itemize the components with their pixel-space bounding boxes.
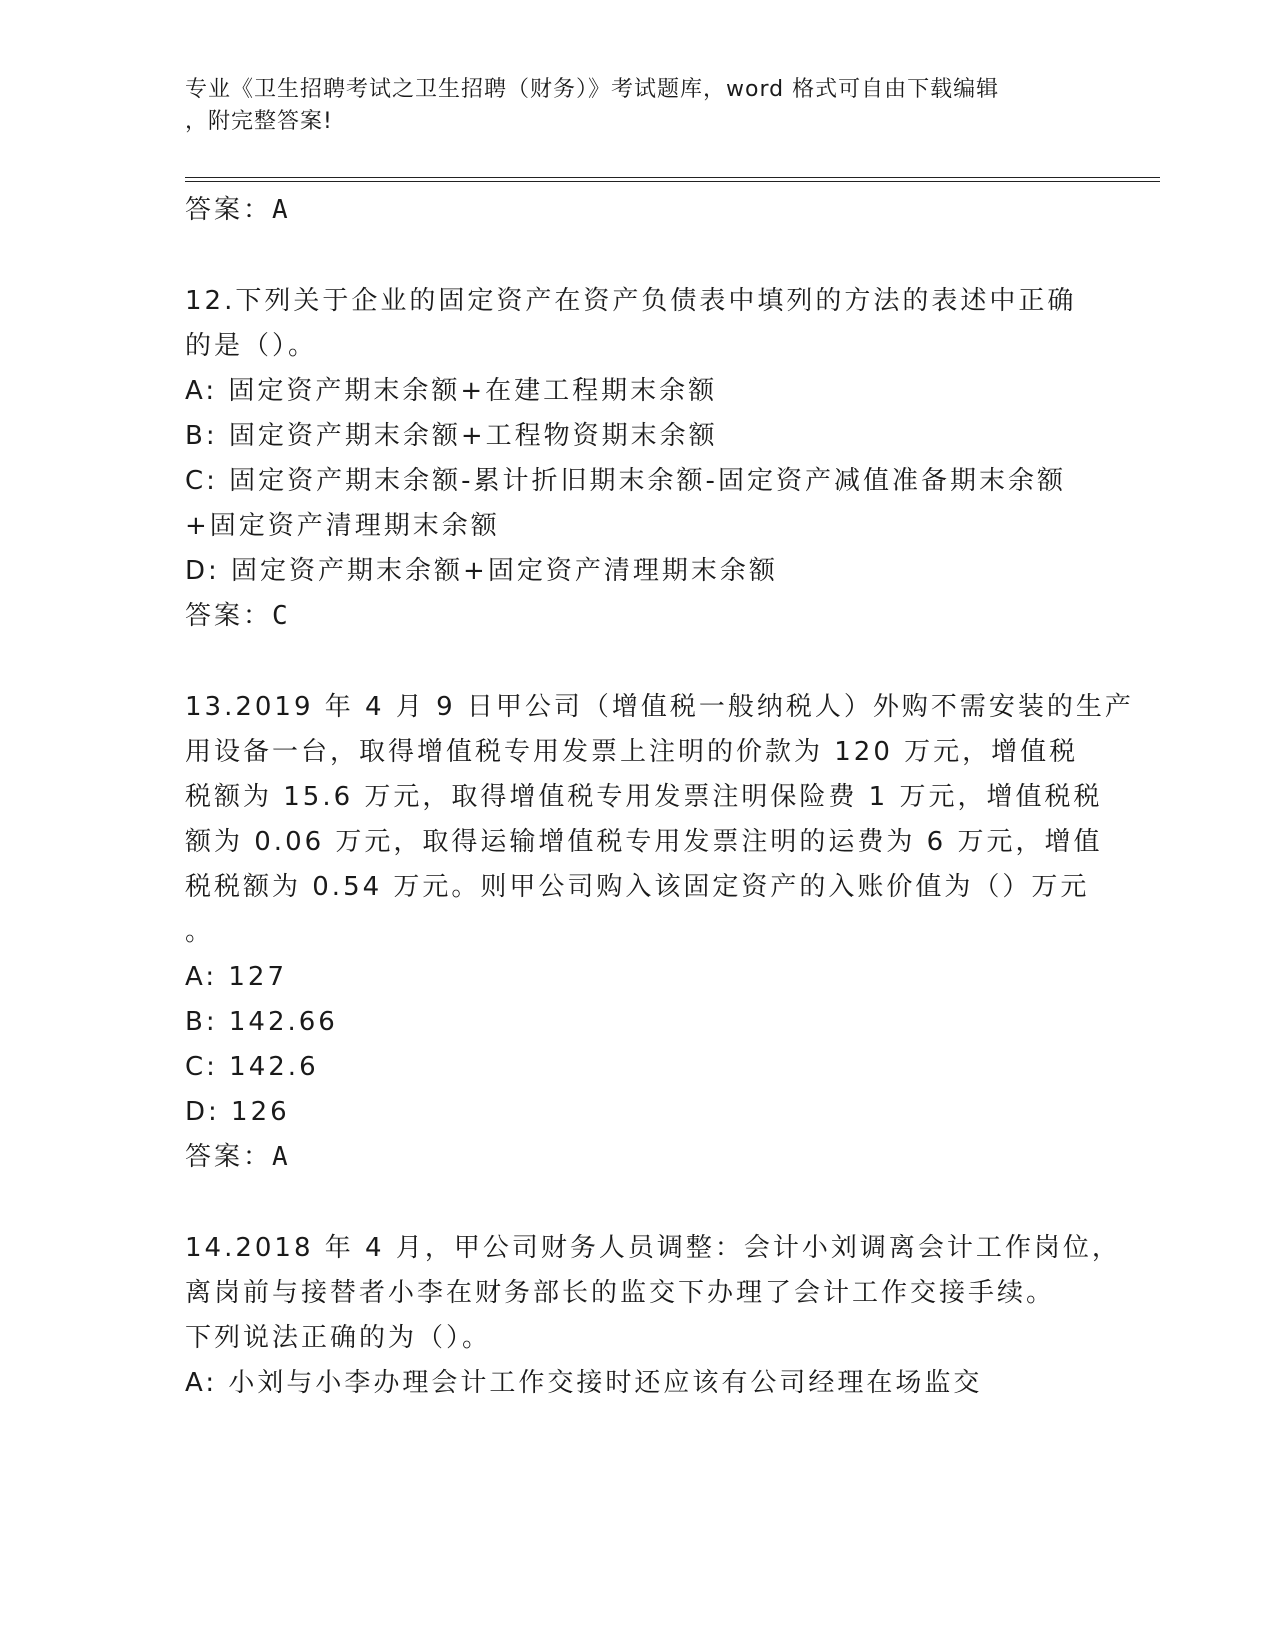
question-text-line: 税税额为 0.54 万元。则甲公司购入该固定资产的入账价值为（）万元 xyxy=(185,872,1090,902)
question-text-line: 离岗前与接替者小李在财务部长的监交下办理了会计工作交接手续。 xyxy=(185,1278,1056,1308)
question-12 xyxy=(185,279,1075,639)
question-14 xyxy=(185,1226,1121,1406)
header-rule-top xyxy=(185,177,1160,178)
question-text-line: 用设备一台，取得增值税专用发票上注明的价款为 120 万元，增值税 xyxy=(185,737,1079,767)
question-text-line: 的是（）。 xyxy=(185,331,318,361)
question-text-line: 12.下列关于企业的固定资产在资产负债表中填列的方法的表述中正确 xyxy=(185,286,1077,316)
option-c: C: 固定资产期末余额-累计折旧期末余额-固定资产减值准备期末余额 xyxy=(185,466,1066,496)
answer-label: 答案： xyxy=(185,195,273,225)
spacer xyxy=(185,639,1075,685)
header-line-2: ，附完整答案! xyxy=(185,109,333,134)
question-text-line: 下列说法正确的为（）。 xyxy=(185,1323,492,1353)
question-text-line: 。 xyxy=(185,917,215,947)
answer-label: 答案： xyxy=(185,1142,273,1172)
header-line-1: 专业《卫生招聘考试之卫生招聘（财务）》考试题库，word 格式可自由下载编辑 xyxy=(185,77,1000,102)
option-a: A: 固定资产期末余额+在建工程期末余额 xyxy=(185,376,718,406)
option-a: A: 127 xyxy=(185,962,287,992)
option-d: D: 126 xyxy=(185,1097,290,1127)
answer-label: 答案： xyxy=(185,601,273,631)
document-header xyxy=(185,74,1065,138)
option-b: B: 142.66 xyxy=(185,1007,338,1037)
answer-value: A xyxy=(272,1142,291,1172)
question-text-line: 13.2019 年 4 月 9 日甲公司（增值税一般纳税人）外购不需安装的生产 xyxy=(185,692,1134,722)
answer-line xyxy=(185,188,1075,233)
answer-line xyxy=(185,594,1075,639)
question-text-line: 14.2018 年 4 月，甲公司财务人员调整：会计小刘调离会计工作岗位， xyxy=(185,1233,1121,1263)
document-body xyxy=(185,188,1134,1406)
option-a: A: 小刘与小李办理会计工作交接时还应该有公司经理在场监交 xyxy=(185,1368,983,1398)
header-rule-bottom xyxy=(185,181,1160,182)
answer-value: C xyxy=(272,601,291,631)
answer-value: A xyxy=(272,195,291,225)
option-b: B: 固定资产期末余额+工程物资期末余额 xyxy=(185,421,718,451)
question-13 xyxy=(185,685,1134,1180)
option-c: C: 142.6 xyxy=(185,1052,319,1082)
option-d: D: 固定资产期末余额+固定资产清理期末余额 xyxy=(185,556,778,586)
spacer xyxy=(185,233,1075,279)
question-text-line: 税额为 15.6 万元，取得增值税专用发票注明保险费 1 万元，增值税税 xyxy=(185,782,1103,812)
answer-line xyxy=(185,1135,1075,1180)
spacer xyxy=(185,1180,1075,1226)
question-text-line: 额为 0.06 万元，取得运输增值税专用发票注明的运费为 6 万元，增值 xyxy=(185,827,1103,857)
option-c-continued: +固定资产清理期末余额 xyxy=(185,511,500,541)
